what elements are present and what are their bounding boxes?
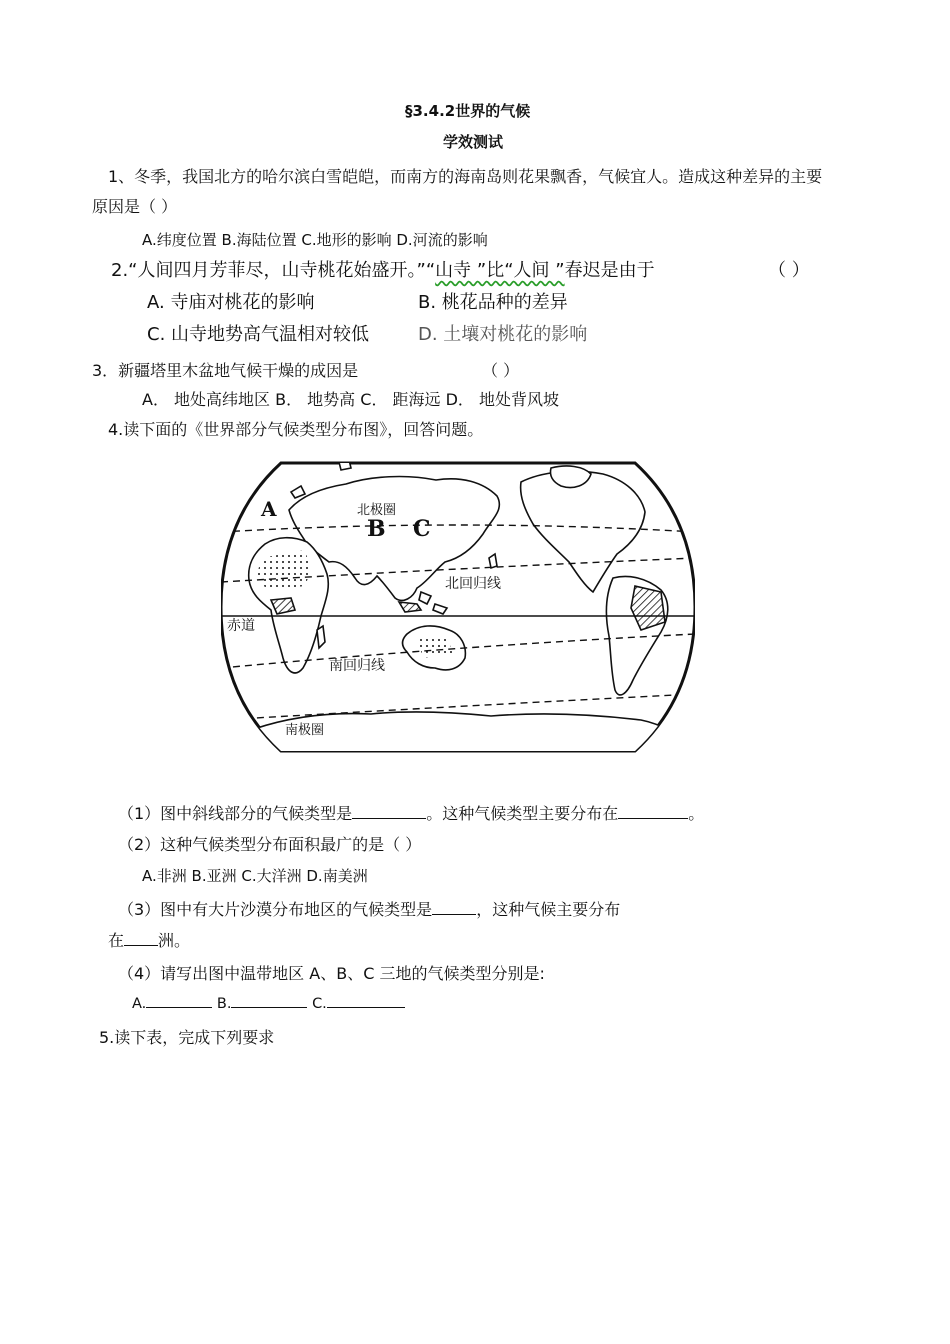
q2-stem-a: 2.“人间四月芳菲尽，山寺桃花始盛开。”“ (111, 260, 436, 281)
q3-options: A． 地处高纬地区 B． 地势高 C． 距海远 D． 地处背风坡 (142, 390, 560, 409)
q4-sub1-text-b: 。这种气候类型主要分布在 (426, 804, 619, 823)
map-label-equator: 赤道 (227, 618, 255, 634)
q4-sub4-label-b: B. (216, 996, 232, 1012)
q4-sub2: （2）这种气候类型分布面积最广的是（ ） (118, 835, 422, 854)
q1-stem-line1: 1、冬季，我国北方的哈尔滨白雪皑皑，而南方的海南岛则花果飘香，气候宜人。造成这种差异的主要 (108, 167, 823, 186)
q2-stem-b: 山寺 ”比“人间 ” (435, 260, 565, 281)
world-climate-map (221, 458, 695, 756)
map-label-arctic-circle: 北极圈 (357, 503, 397, 518)
q4-sub1 (118, 801, 704, 824)
page-subtitle: 学效测试 (443, 133, 504, 151)
q2-option-d: D. 土壤对桃花的影响 (418, 324, 588, 345)
q5-stem: 5.读下表，完成下列要求 (99, 1028, 275, 1047)
australia-desert (417, 636, 453, 658)
q3-answer-paren: （ ） (482, 361, 520, 380)
q4-sub3-text-a: （3）图中有大片沙漠分布地区的气候类型是 (118, 900, 433, 919)
q4-sub3-blank-2[interactable] (124, 931, 158, 946)
q4-sub2-options: A.非洲 B.亚洲 C.大洋洲 D.南美洲 (142, 867, 368, 885)
q4-sub3-blank-1[interactable] (432, 900, 476, 915)
q4-sub4: （4）请写出图中温带地区 A、B、C 三地的气候类型分别是: (118, 964, 545, 983)
map-label-tropic-of-cancer: 北回归线 (445, 576, 501, 592)
q4-sub1-blank-2[interactable] (618, 804, 688, 819)
q4-sub3 (118, 897, 620, 920)
page-title: §3.4.2世界的气候 (405, 102, 531, 120)
map-label-c: C (413, 516, 431, 542)
q4-sub4-label-a: A. (132, 996, 147, 1012)
q2-option-b: B. 桃花品种的差异 (418, 292, 568, 313)
q4-sub1-text-a: （1）图中斜线部分的气候类型是 (118, 804, 353, 823)
q4-sub3-text-b: ，这种气候主要分布 (476, 900, 621, 919)
q2-stem-c: 春迟是由于 (564, 260, 655, 281)
q2-option-c: C. 山寺地势高气温相对较低 (147, 324, 370, 345)
q4-sub4-blanks (132, 993, 405, 1012)
q4-sub1-blank-1[interactable] (352, 804, 426, 819)
q3-stem: 3．新疆塔里木盆地气候干燥的成因是 (92, 361, 359, 380)
map-label-b: B (367, 516, 386, 542)
map-label-a: A (261, 497, 277, 521)
q2-option-a: A. 寺庙对桃花的影响 (147, 292, 315, 313)
q4-sub3-cont (108, 928, 190, 951)
q1-options: A.纬度位置 B.海陆位置 C.地形的影响 D.河流的影响 (142, 231, 488, 249)
q4-sub3-text-c: 在 (108, 931, 125, 950)
q4-sub3-text-d: 洲。 (158, 931, 191, 950)
q4-sub1-text-c: 。 (688, 804, 705, 823)
q2-stem (111, 256, 655, 282)
q4-sub4-blank-b[interactable] (231, 993, 307, 1008)
q4-sub4-blank-a[interactable] (146, 993, 212, 1008)
q4-sub4-label-c: C. (312, 996, 327, 1012)
q2-answer-paren: （ ） (768, 260, 810, 281)
map-label-tropic-of-capricorn: 南回归线 (329, 658, 385, 674)
map-label-antarctic-circle: 南极圈 (285, 723, 325, 738)
q4-sub4-blank-c[interactable] (327, 993, 405, 1008)
q1-stem-line2: 原因是（ ） (92, 197, 178, 216)
q4-stem: 4.读下面的《世界部分气候类型分布图》，回答问题。 (108, 420, 484, 439)
